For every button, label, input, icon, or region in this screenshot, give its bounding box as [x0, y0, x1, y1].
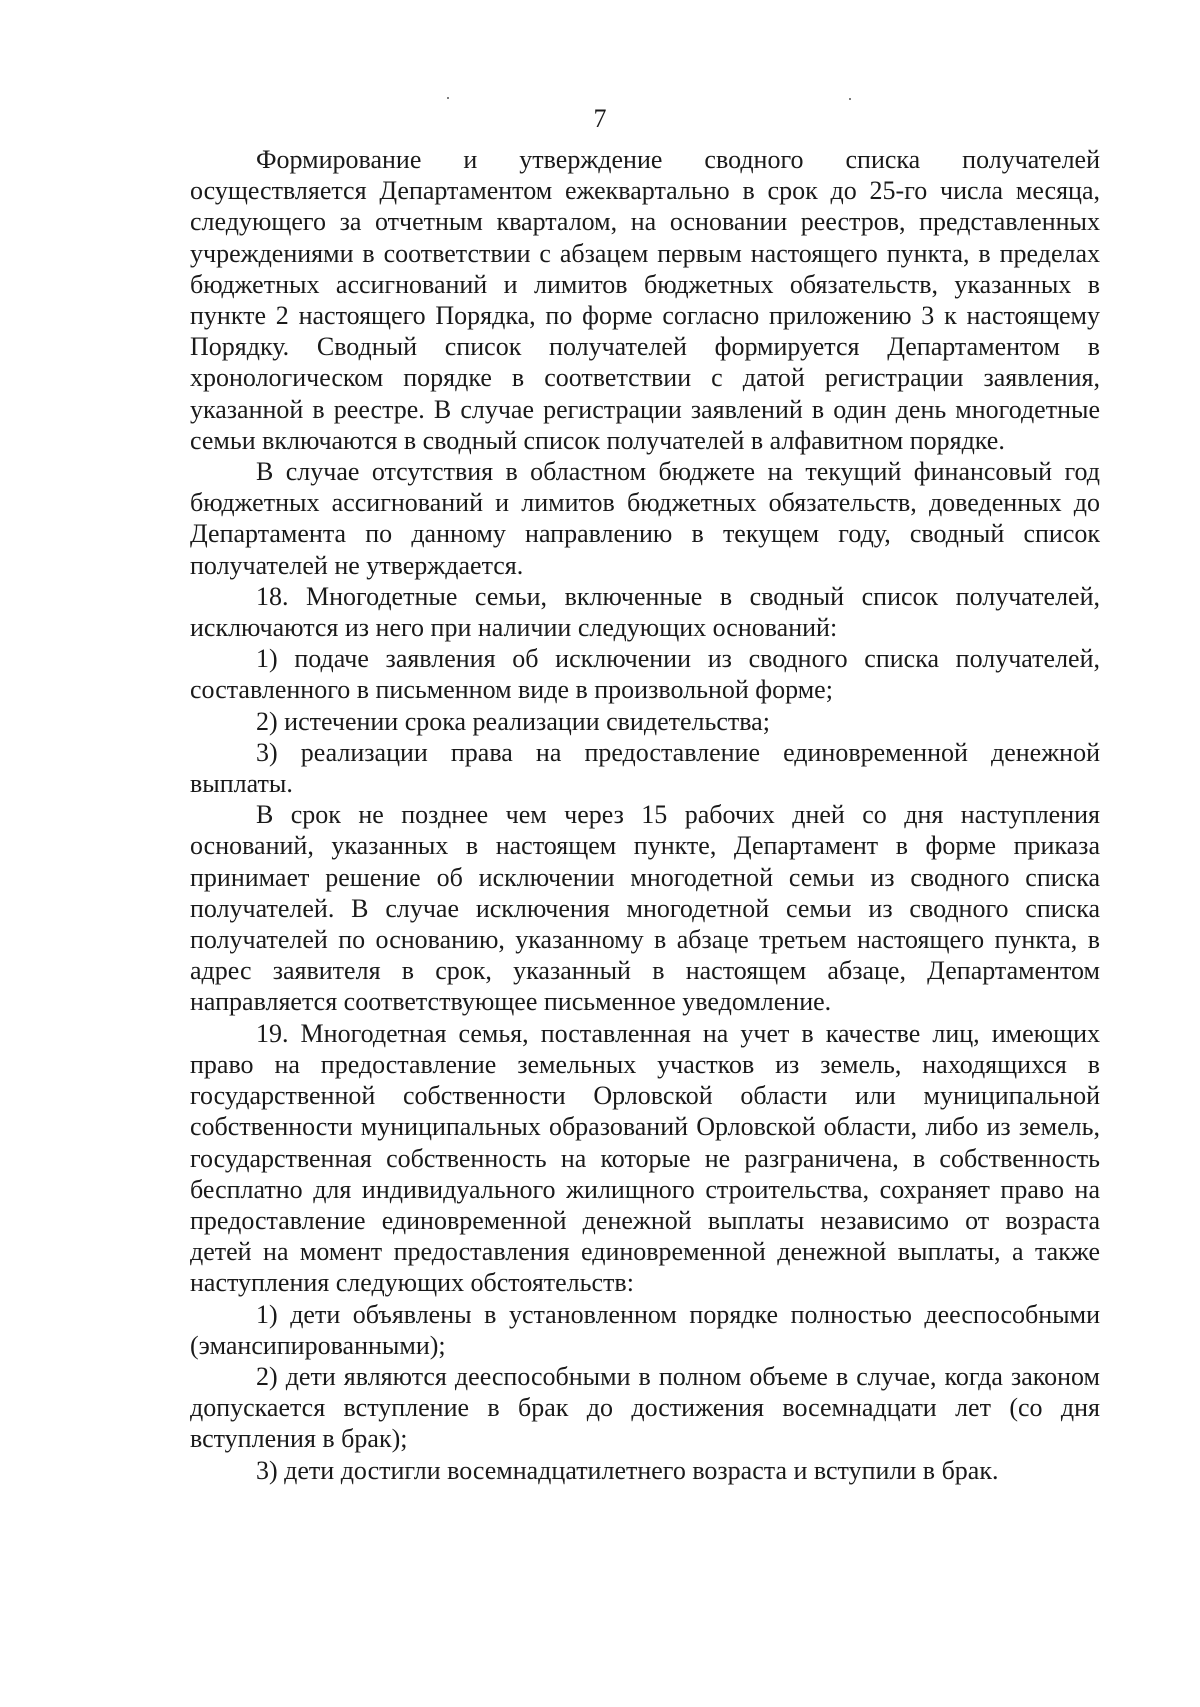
paragraph-item-19-1: 1) дети объявлены в установленном порядке полностью дееспособными (эмансипированными); — [190, 1299, 1100, 1360]
document-body — [190, 144, 1100, 1486]
paragraph-item-18-3: 3) реализации права на предоставление единовременной денежной выплаты. — [190, 737, 1100, 799]
scan-speck — [447, 97, 449, 99]
page-number: 7 — [593, 104, 607, 133]
scan-speck — [849, 98, 851, 100]
paragraph-item-19-2: 2) дети являются дееспособными в полном объеме в случае, когда законом допускается вступление в брак до достижения восемнадцати лет (со дня вступления в брак); — [190, 1361, 1100, 1454]
paragraph-item-18: 18. Многодетные семьи, включенные в сводный список получателей, исключаются из него при наличии следующих оснований: — [190, 581, 1100, 643]
paragraph-item-18-2: 2) истечении срока реализации свидетельства; — [256, 706, 770, 736]
paragraph-item-19: 19. Многодетная семья, поставленная на учет в качестве лиц, имеющих право на предоставление земельных участков из земель, находящихся в государственной собственности Орловской области или муниципальной собственности муниципальных образований Орловской области, либо из земель, государственная собственность на которые не разграничена, в собственность бесплатно для индивидуального жилищного строительства, сохраняет право на предоставление единовременной денежной выплаты независимо от возраста детей на момент предоставления единовременной денежной выплаты, а также наступления следующих обстоятельств: — [190, 1018, 1100, 1298]
paragraph-item-18-1: 1) подаче заявления об исключении из сводного списка получателей, составленного в письменном виде в произвольной форме; — [190, 644, 1100, 705]
paragraph-exclusion-term: В срок не позднее чем через 15 рабочих дней со дня наступления оснований, указанных в настоящем пункте, Департамент в форме приказа принимает решение об исключении многодетной семьи из сводного списка получателей. В случае исключения многодетной семьи из сводного списка получателей по основанию, указанному в абзаце третьем настоящего пункта, в адрес заявителя в срок, указанный в настоящем абзаце, Департаментом направляется соответствующее письменное уведомление. — [190, 800, 1100, 1017]
paragraph-item-19-3: 3) дети достигли восемнадцатилетнего возраста и вступили в брак. — [256, 1455, 999, 1485]
paragraph-no-budget: В случае отсутствия в областном бюджете на текущий финансовый год бюджетных ассигнований и лимитов бюджетных обязательств, доведенных до Департамента по данному направлению в текущем году, сводный список получателей не утверждается. — [190, 457, 1100, 580]
paragraph-summary-list-formation: Формирование и утверждение сводного списка получателей осуществляется Департаментом ежеквартально в срок до 25-го числа месяца, следующего за отчетным кварталом, на основании реестров, представленных учреждениями в соответствии с абзацем первым настоящего пункта, в пределах бюджетных ассигнований и лимитов бюджетных обязательств, указанных в пункте 2 настоящего Порядка, по форме согласно приложению 3 к настоящему Порядку. Сводный список получателей формируется Департаментом в хронологическом порядке в соответствии с датой регистрации заявления, указанной в реестре. В случае регистрации заявлений в один день многодетные семьи включаются в сводный список получателей в алфавитном порядке. — [190, 145, 1100, 455]
